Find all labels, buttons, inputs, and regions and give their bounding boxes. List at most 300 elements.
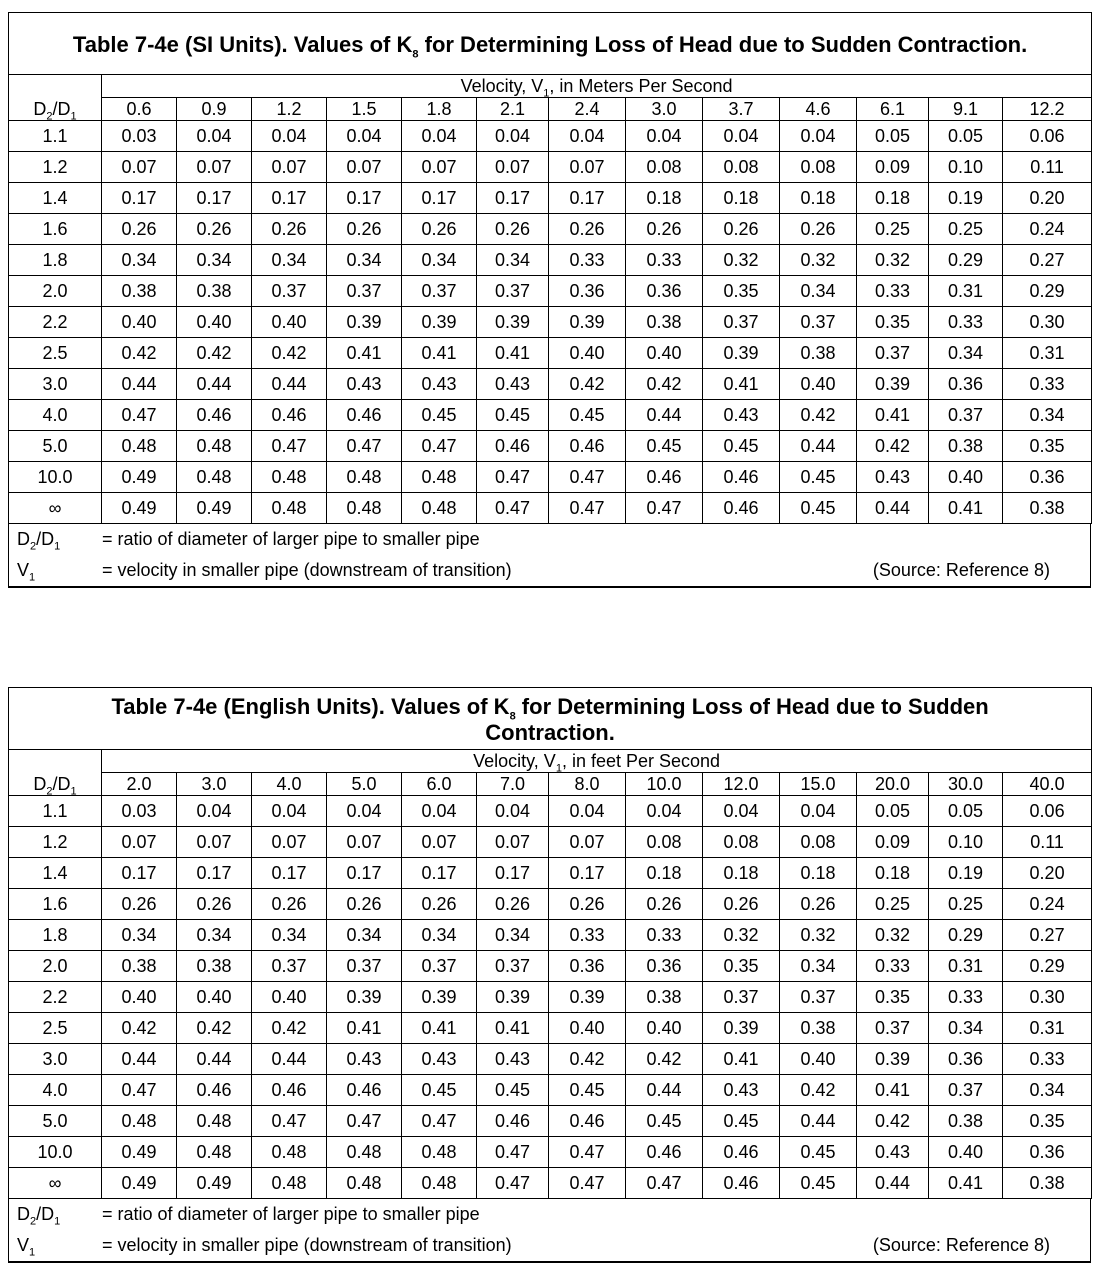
velocity-column-header: 1.8 [402, 98, 477, 121]
coefficient-cell: 0.26 [177, 889, 252, 920]
ratio-cell: 1.6 [9, 214, 102, 245]
coefficient-cell: 0.03 [102, 796, 177, 827]
coefficient-cell: 0.33 [929, 982, 1003, 1013]
coefficient-cell: 0.40 [626, 338, 703, 369]
coefficient-cell: 0.44 [102, 1044, 177, 1075]
coefficient-cell: 0.32 [703, 920, 780, 951]
coefficient-cell: 0.42 [626, 1044, 703, 1075]
coefficient-cell: 0.45 [402, 400, 477, 431]
ratio-cell: 5.0 [9, 431, 102, 462]
ratio-cell: 1.4 [9, 183, 102, 214]
coefficient-cell: 0.37 [252, 276, 327, 307]
coefficient-cell: 0.04 [177, 796, 252, 827]
coefficient-cell: 0.38 [626, 982, 703, 1013]
ratio-cell: 4.0 [9, 400, 102, 431]
coefficient-cell: 0.37 [703, 307, 780, 338]
coefficient-cell: 0.36 [1003, 1137, 1092, 1168]
coefficient-cell: 0.30 [1003, 307, 1092, 338]
table-row [9, 951, 1092, 982]
coefficient-cell: 0.04 [703, 121, 780, 152]
coefficient-cell: 0.45 [402, 1075, 477, 1106]
coefficient-cell: 0.36 [626, 951, 703, 982]
coefficient-cell: 0.10 [929, 827, 1003, 858]
coefficient-cell: 0.48 [252, 493, 327, 524]
coefficient-cell: 0.19 [929, 858, 1003, 889]
table-row [9, 1168, 1092, 1199]
coefficient-cell: 0.26 [252, 214, 327, 245]
coefficient-cell: 0.42 [252, 1013, 327, 1044]
note-symbol: $V_1$ [17, 1235, 36, 1259]
coefficient-cell: 0.33 [857, 951, 929, 982]
coefficient-cell: 0.49 [177, 493, 252, 524]
coefficient-cell: 0.37 [857, 338, 929, 369]
table-row [9, 858, 1092, 889]
coefficient-cell: 0.43 [327, 1044, 402, 1075]
table-row [9, 982, 1092, 1013]
ratio-cell: 1.1 [9, 121, 102, 152]
coefficient-cell: 0.48 [177, 1106, 252, 1137]
coefficient-cell: 0.38 [102, 276, 177, 307]
coefficient-cell: 0.44 [780, 1106, 857, 1137]
coefficient-cell: 0.32 [857, 245, 929, 276]
coefficient-cell: 0.37 [252, 951, 327, 982]
coefficient-cell: 0.35 [857, 307, 929, 338]
table-row [9, 400, 1092, 431]
coefficient-cell: 0.48 [402, 1137, 477, 1168]
coefficient-cell: 0.18 [626, 858, 703, 889]
coefficient-cell: 0.17 [177, 183, 252, 214]
note-text: = velocity in smaller pipe (downstream of transition) [102, 560, 512, 580]
coefficient-cell: 0.29 [1003, 276, 1092, 307]
ratio-cell: 10.0 [9, 462, 102, 493]
coefficient-cell: 0.18 [626, 183, 703, 214]
coefficient-cell: 0.44 [252, 1044, 327, 1075]
table-row [9, 493, 1092, 524]
coefficient-cell: 0.47 [549, 493, 626, 524]
coefficient-cell: 0.43 [327, 369, 402, 400]
table-row [9, 338, 1092, 369]
coefficient-cell: 0.08 [626, 827, 703, 858]
coefficient-cell: 0.48 [177, 1137, 252, 1168]
coefficient-cell: 0.05 [857, 796, 929, 827]
note-text: = velocity in smaller pipe (downstream of transition) [102, 1235, 512, 1255]
coefficient-cell: 0.43 [703, 400, 780, 431]
coefficient-cell: 0.17 [327, 858, 402, 889]
coefficient-cell: 0.08 [780, 827, 857, 858]
coefficient-cell: 0.26 [549, 889, 626, 920]
coefficient-cell: 0.08 [780, 152, 857, 183]
coefficient-cell: 0.35 [1003, 1106, 1092, 1137]
table-row [9, 1106, 1092, 1137]
coefficient-cell: 0.43 [402, 1044, 477, 1075]
coefficient-cell: 0.49 [102, 493, 177, 524]
coefficient-cell: 0.37 [327, 951, 402, 982]
coefficient-cell: 0.09 [857, 827, 929, 858]
coefficient-cell: 0.07 [402, 827, 477, 858]
coefficient-cell: 0.38 [929, 431, 1003, 462]
coefficient-cell: 0.29 [929, 245, 1003, 276]
ratio-cell: 1.8 [9, 920, 102, 951]
coefficient-cell: 0.34 [780, 951, 857, 982]
coefficient-cell: 0.25 [929, 214, 1003, 245]
coefficient-cell: 0.17 [102, 183, 177, 214]
coefficient-cell: 0.45 [549, 400, 626, 431]
coefficient-cell: 0.45 [626, 431, 703, 462]
coefficient-cell: 0.48 [402, 1168, 477, 1199]
coefficient-cell: 0.43 [703, 1075, 780, 1106]
coefficient-cell: 0.18 [703, 858, 780, 889]
coefficient-cell: 0.26 [102, 889, 177, 920]
coefficient-cell: 0.47 [626, 493, 703, 524]
coefficient-cell: 0.37 [780, 307, 857, 338]
coefficient-cell: 0.39 [402, 307, 477, 338]
coefficient-cell: 0.24 [1003, 889, 1092, 920]
coefficient-cell: 0.46 [177, 1075, 252, 1106]
coefficient-cell: 0.32 [780, 245, 857, 276]
table-row [9, 462, 1092, 493]
velocity-column-header: 7.0 [477, 773, 549, 796]
coefficient-cell: 0.41 [929, 1168, 1003, 1199]
coefficient-cell: 0.38 [1003, 493, 1092, 524]
velocity-column-header: 12.2 [1003, 98, 1092, 121]
coefficient-cell: 0.34 [477, 920, 549, 951]
table-notes [8, 1199, 1091, 1263]
coefficient-cell: 0.36 [549, 951, 626, 982]
coefficient-cell: 0.33 [929, 307, 1003, 338]
coefficient-cell: 0.31 [929, 951, 1003, 982]
velocity-column-header: 8.0 [549, 773, 626, 796]
coefficient-cell: 0.04 [327, 796, 402, 827]
coefficient-cell: 0.07 [252, 827, 327, 858]
coefficient-cell: 0.31 [1003, 1013, 1092, 1044]
velocity-header: Velocity, $V_1$, in Meters Per Second [102, 75, 1092, 98]
coefficient-cell: 0.45 [780, 493, 857, 524]
coefficient-cell: 0.42 [626, 369, 703, 400]
coefficient-cell: 0.39 [857, 1044, 929, 1075]
coefficient-cell: 0.41 [703, 1044, 780, 1075]
table-row [9, 183, 1092, 214]
coefficient-cell: 0.45 [780, 462, 857, 493]
coefficient-cell: 0.47 [402, 1106, 477, 1137]
velocity-column-header: 10.0 [626, 773, 703, 796]
coefficient-cell: 0.48 [252, 1137, 327, 1168]
coefficient-cell: 0.20 [1003, 858, 1092, 889]
velocity-column-header: 2.4 [549, 98, 626, 121]
coefficient-cell: 0.46 [703, 1168, 780, 1199]
coefficient-cell: 0.32 [780, 920, 857, 951]
coefficient-cell: 0.42 [857, 1106, 929, 1137]
coefficient-cell: 0.36 [1003, 462, 1092, 493]
coefficient-cell: 0.34 [1003, 400, 1092, 431]
coefficient-cell: 0.26 [327, 214, 402, 245]
coefficient-cell: 0.39 [477, 307, 549, 338]
coefficient-cell: 0.26 [703, 214, 780, 245]
velocity-column-header: 0.9 [177, 98, 252, 121]
table-row [9, 1044, 1092, 1075]
coefficient-cell: 0.40 [626, 1013, 703, 1044]
coefficient-cell: 0.41 [857, 1075, 929, 1106]
note-symbol: $D_2/D_1$ [17, 1204, 61, 1228]
note-text: = ratio of diameter of larger pipe to smaller pipe [102, 529, 480, 549]
coefficient-cell: 0.34 [327, 920, 402, 951]
velocity-column-header: 20.0 [857, 773, 929, 796]
coefficient-cell: 0.39 [549, 307, 626, 338]
table-row [9, 245, 1092, 276]
coefficient-cell: 0.04 [402, 121, 477, 152]
coefficient-cell: 0.48 [402, 493, 477, 524]
ratio-cell: 2.5 [9, 338, 102, 369]
coefficient-cell: 0.48 [327, 493, 402, 524]
table-title: Table 7-4e (SI Units). Values of $K_8$ for Determining Loss of Head due to Sudden Contraction. [9, 13, 1092, 75]
ratio-cell: 2.5 [9, 1013, 102, 1044]
ratio-cell: ∞ [9, 493, 102, 524]
coefficient-cell: 0.47 [402, 431, 477, 462]
coefficient-cell: 0.49 [102, 1137, 177, 1168]
coefficient-cell: 0.32 [703, 245, 780, 276]
coefficient-cell: 0.26 [626, 889, 703, 920]
coefficient-cell: 0.45 [703, 431, 780, 462]
ratio-cell: 1.8 [9, 245, 102, 276]
coefficient-cell: 0.45 [477, 1075, 549, 1106]
table-row [9, 152, 1092, 183]
table-row [9, 920, 1092, 951]
coefficient-cell: 0.26 [477, 214, 549, 245]
coefficient-cell: 0.34 [102, 920, 177, 951]
coefficient-cell: 0.33 [1003, 369, 1092, 400]
coefficient-cell: 0.47 [549, 1137, 626, 1168]
velocity-column-header: 3.7 [703, 98, 780, 121]
velocity-column-header: 1.2 [252, 98, 327, 121]
coefficient-cell: 0.37 [703, 982, 780, 1013]
coefficient-cell: 0.35 [703, 951, 780, 982]
table-title: Table 7-4e (English Units). Values of $K_8$ for Determining Loss of Head due to Sudden Contraction. [9, 688, 1092, 750]
coefficient-cell: 0.45 [780, 1137, 857, 1168]
coefficient-cell: 0.18 [857, 858, 929, 889]
ratio-cell: 1.6 [9, 889, 102, 920]
coefficient-cell: 0.38 [102, 951, 177, 982]
coefficient-cell: 0.42 [102, 338, 177, 369]
coefficient-cell: 0.33 [1003, 1044, 1092, 1075]
coefficient-cell: 0.17 [102, 858, 177, 889]
coefficient-cell: 0.44 [177, 1044, 252, 1075]
coefficient-cell: 0.40 [549, 338, 626, 369]
coefficient-cell: 0.46 [549, 431, 626, 462]
coefficient-cell: 0.37 [857, 1013, 929, 1044]
coefficient-cell: 0.45 [780, 1168, 857, 1199]
ratio-cell: 3.0 [9, 1044, 102, 1075]
velocity-column-header: 4.6 [780, 98, 857, 121]
coefficient-cell: 0.34 [929, 338, 1003, 369]
coefficient-cell: 0.44 [102, 369, 177, 400]
ratio-cell: 1.2 [9, 827, 102, 858]
velocity-column-header: 40.0 [1003, 773, 1092, 796]
coefficient-cell: 0.37 [477, 276, 549, 307]
coefficient-cell: 0.47 [626, 1168, 703, 1199]
coefficient-cell: 0.34 [402, 920, 477, 951]
coefficient-cell: 0.07 [177, 152, 252, 183]
coefficient-cell: 0.04 [626, 796, 703, 827]
coefficient-cell: 0.17 [177, 858, 252, 889]
coefficient-cell: 0.37 [402, 951, 477, 982]
coefficient-cell: 0.07 [327, 152, 402, 183]
coefficient-cell: 0.10 [929, 152, 1003, 183]
coefficient-cell: 0.47 [477, 1137, 549, 1168]
coefficient-cell: 0.31 [1003, 338, 1092, 369]
table-row [9, 369, 1092, 400]
coefficient-cell: 0.41 [703, 369, 780, 400]
coefficient-cell: 0.40 [929, 462, 1003, 493]
coefficient-cell: 0.17 [549, 183, 626, 214]
coefficient-cell: 0.35 [703, 276, 780, 307]
coefficient-cell: 0.48 [327, 1168, 402, 1199]
coefficient-cell: 0.06 [1003, 121, 1092, 152]
coefficient-cell: 0.48 [177, 462, 252, 493]
coefficient-cell: 0.34 [252, 920, 327, 951]
coefficient-cell: 0.33 [549, 920, 626, 951]
coefficient-cell: 0.42 [102, 1013, 177, 1044]
coefficient-cell: 0.41 [327, 1013, 402, 1044]
coefficient-cell: 0.42 [177, 1013, 252, 1044]
velocity-column-header: 6.0 [402, 773, 477, 796]
source-reference: (Source: Reference 8) [872, 1235, 1050, 1255]
coefficient-cell: 0.03 [102, 121, 177, 152]
coefficient-cell: 0.48 [327, 462, 402, 493]
velocity-column-header: 1.5 [327, 98, 402, 121]
coefficient-cell: 0.26 [626, 214, 703, 245]
coefficient-cell: 0.32 [857, 920, 929, 951]
coefficient-cell: 0.33 [857, 276, 929, 307]
coefficient-cell: 0.46 [626, 1137, 703, 1168]
si-units-table [8, 12, 1091, 588]
coefficient-cell: 0.48 [252, 462, 327, 493]
coefficient-cell: 0.49 [102, 462, 177, 493]
english-units-table [8, 687, 1091, 1263]
coefficient-cell: 0.37 [780, 982, 857, 1013]
coefficient-cell: 0.33 [549, 245, 626, 276]
coefficient-cell: 0.47 [549, 462, 626, 493]
coefficient-cell: 0.09 [857, 152, 929, 183]
coefficient-cell: 0.41 [402, 1013, 477, 1044]
coefficient-cell: 0.47 [549, 1168, 626, 1199]
coefficient-cell: 0.42 [549, 1044, 626, 1075]
velocity-column-header: 3.0 [177, 773, 252, 796]
coefficient-cell: 0.47 [477, 462, 549, 493]
coefficient-cell: 0.33 [626, 245, 703, 276]
coefficient-cell: 0.07 [549, 827, 626, 858]
coefficient-cell: 0.18 [780, 183, 857, 214]
coefficient-cell: 0.39 [549, 982, 626, 1013]
coefficient-cell: 0.44 [780, 431, 857, 462]
coefficient-cell: 0.46 [703, 1137, 780, 1168]
coefficient-cell: 0.25 [857, 214, 929, 245]
coefficient-cell: 0.33 [626, 920, 703, 951]
coefficient-cell: 0.46 [477, 431, 549, 462]
coefficient-cell: 0.34 [477, 245, 549, 276]
coefficient-cell: 0.31 [929, 276, 1003, 307]
coefficient-cell: 0.47 [252, 1106, 327, 1137]
coefficient-cell: 0.17 [327, 183, 402, 214]
coefficient-cell: 0.17 [402, 183, 477, 214]
table-row [9, 276, 1092, 307]
coefficient-cell: 0.05 [857, 121, 929, 152]
coefficient-cell: 0.17 [402, 858, 477, 889]
coefficient-cell: 0.04 [477, 121, 549, 152]
coefficient-cell: 0.46 [703, 493, 780, 524]
coefficient-cell: 0.38 [177, 276, 252, 307]
coefficient-cell: 0.07 [252, 152, 327, 183]
coefficient-cell: 0.05 [929, 121, 1003, 152]
velocity-column-header: 12.0 [703, 773, 780, 796]
coefficient-cell: 0.04 [780, 796, 857, 827]
ratio-cell: 5.0 [9, 1106, 102, 1137]
coefficient-cell: 0.04 [549, 121, 626, 152]
table-row [9, 889, 1092, 920]
coefficient-cell: 0.36 [626, 276, 703, 307]
coefficient-cell: 0.34 [1003, 1075, 1092, 1106]
ratio-cell: 1.2 [9, 152, 102, 183]
coefficient-cell: 0.39 [857, 369, 929, 400]
coefficient-cell: 0.37 [477, 951, 549, 982]
coefficient-cell: 0.44 [626, 400, 703, 431]
coefficient-cell: 0.41 [929, 493, 1003, 524]
coefficient-cell: 0.40 [177, 982, 252, 1013]
coefficient-cell: 0.48 [252, 1168, 327, 1199]
ratio-cell: 2.0 [9, 276, 102, 307]
ratio-cell: 4.0 [9, 1075, 102, 1106]
coefficient-cell: 0.04 [477, 796, 549, 827]
coefficient-cell: 0.26 [402, 889, 477, 920]
ratio-cell: 1.1 [9, 796, 102, 827]
coefficient-cell: 0.39 [703, 338, 780, 369]
velocity-column-header: 2.0 [102, 773, 177, 796]
coefficient-cell: 0.47 [477, 493, 549, 524]
coefficient-cell: 0.04 [626, 121, 703, 152]
coefficient-cell: 0.46 [477, 1106, 549, 1137]
coefficient-cell: 0.47 [477, 1168, 549, 1199]
coefficient-cell: 0.37 [929, 1075, 1003, 1106]
coefficient-cell: 0.45 [703, 1106, 780, 1137]
coefficient-cell: 0.47 [102, 1075, 177, 1106]
coefficient-cell: 0.43 [857, 1137, 929, 1168]
coefficient-cell: 0.37 [929, 400, 1003, 431]
note-text: = ratio of diameter of larger pipe to smaller pipe [102, 1204, 480, 1224]
table-row [9, 431, 1092, 462]
coefficient-cell: 0.34 [177, 245, 252, 276]
coefficient-cell: 0.27 [1003, 245, 1092, 276]
coefficient-cell: 0.41 [327, 338, 402, 369]
loss-coefficient-table [8, 12, 1092, 524]
coefficient-cell: 0.43 [477, 369, 549, 400]
velocity-column-header: 9.1 [929, 98, 1003, 121]
coefficient-cell: 0.17 [477, 858, 549, 889]
coefficient-cell: 0.37 [327, 276, 402, 307]
coefficient-cell: 0.04 [252, 796, 327, 827]
coefficient-cell: 0.34 [327, 245, 402, 276]
ratio-cell: 2.2 [9, 307, 102, 338]
coefficient-cell: 0.44 [252, 369, 327, 400]
velocity-column-header: 2.1 [477, 98, 549, 121]
coefficient-cell: 0.27 [1003, 920, 1092, 951]
coefficient-cell: 0.26 [549, 214, 626, 245]
coefficient-cell: 0.36 [929, 1044, 1003, 1075]
coefficient-cell: 0.46 [626, 462, 703, 493]
ratio-cell: ∞ [9, 1168, 102, 1199]
velocity-column-header: 3.0 [626, 98, 703, 121]
coefficient-cell: 0.38 [929, 1106, 1003, 1137]
coefficient-cell: 0.18 [780, 858, 857, 889]
coefficient-cell: 0.34 [102, 245, 177, 276]
coefficient-cell: 0.41 [402, 338, 477, 369]
